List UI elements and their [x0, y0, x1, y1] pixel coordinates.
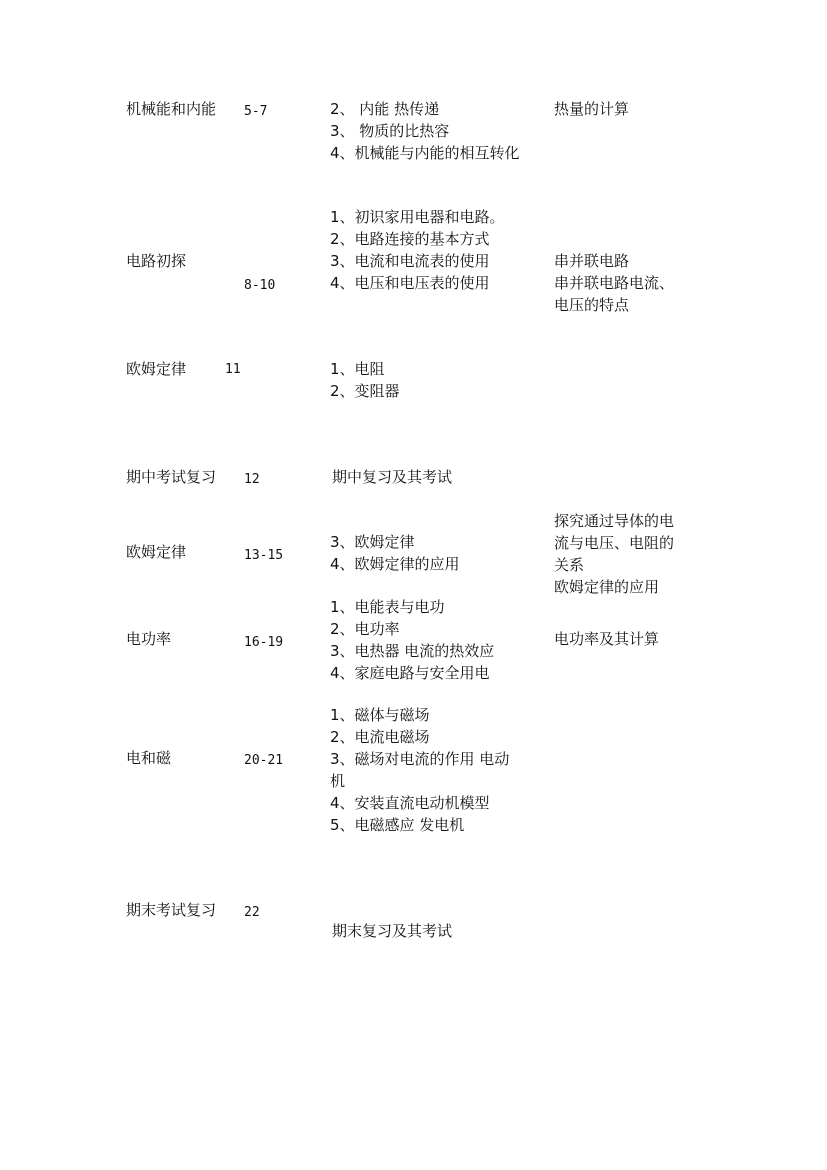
content-item: 2、变阻器 [330, 382, 400, 400]
key-point: 电压的特点 [554, 296, 630, 314]
key-point: 流与电压、电阻的 [554, 534, 675, 552]
week-range: 11 [225, 362, 241, 377]
unit-label: 欧姆定律 [126, 543, 187, 561]
content-item: 1、电阻 [330, 360, 385, 378]
unit-label: 机械能和内能 [126, 100, 217, 118]
content-item: 4、安装直流电动机模型 [330, 794, 490, 812]
unit-label: 电功率 [126, 630, 172, 648]
content-item: 2、电流电磁场 [330, 728, 430, 746]
unit-label: 欧姆定律 [126, 360, 187, 378]
content-list [330, 358, 400, 402]
content-item: 3、磁场对电流的作用 电动 [330, 750, 510, 768]
content-item: 1、电能表与电功 [330, 598, 445, 616]
week-range: 20-21 [244, 753, 284, 768]
week-range: 16-19 [244, 635, 284, 650]
content-list [330, 704, 509, 836]
key-points [554, 98, 629, 120]
unit-label: 电路初探 [126, 252, 187, 270]
content-item: 2、 内能 热传递 [330, 100, 440, 118]
content-item: 4、家庭电路与安全用电 [330, 664, 490, 682]
week-range: 13-15 [244, 548, 284, 563]
key-point: 探究通过导体的电 [554, 512, 675, 530]
content-item: 2、电路连接的基本方式 [330, 230, 490, 248]
content-list [330, 206, 505, 294]
content-item: 3、电热器 电流的热效应 [330, 642, 495, 660]
content-list [332, 920, 452, 942]
content-list [330, 531, 460, 575]
key-points [554, 628, 659, 650]
week-range: 5-7 [244, 104, 268, 119]
content-list [330, 98, 520, 164]
content-item: 期末复习及其考试 [332, 922, 453, 940]
content-item: 1、初识家用电器和电路。 [330, 208, 505, 226]
unit-label: 电和磁 [126, 749, 172, 767]
key-point: 关系 [554, 556, 585, 574]
content-list [330, 596, 494, 684]
key-point: 电功率及其计算 [554, 630, 660, 648]
content-list [332, 466, 452, 488]
week-range: 8-10 [244, 278, 276, 293]
content-item: 5、电磁感应 发电机 [330, 816, 465, 834]
content-item: 2、电功率 [330, 620, 400, 638]
content-item: 4、欧姆定律的应用 [330, 555, 460, 573]
key-point: 串并联电路 [554, 252, 630, 270]
unit-label: 期中考试复习 [126, 468, 217, 486]
content-item: 4、机械能与内能的相互转化 [330, 144, 520, 162]
content-item: 3、电流和电流表的使用 [330, 252, 490, 270]
key-point: 热量的计算 [554, 100, 630, 118]
week-range: 12 [244, 472, 260, 487]
week-range: 22 [244, 905, 260, 920]
content-item: 3、欧姆定律 [330, 533, 415, 551]
key-point: 欧姆定律的应用 [554, 578, 660, 596]
content-item: 1、磁体与磁场 [330, 706, 430, 724]
key-points [554, 250, 674, 316]
content-item: 机 [330, 772, 346, 790]
content-item: 期中复习及其考试 [332, 468, 453, 486]
unit-label: 期末考试复习 [126, 901, 217, 919]
content-item: 4、电压和电压表的使用 [330, 274, 490, 292]
content-item: 3、 物质的比热容 [330, 122, 450, 140]
key-points [554, 510, 674, 598]
key-point: 串并联电路电流、 [554, 274, 675, 292]
